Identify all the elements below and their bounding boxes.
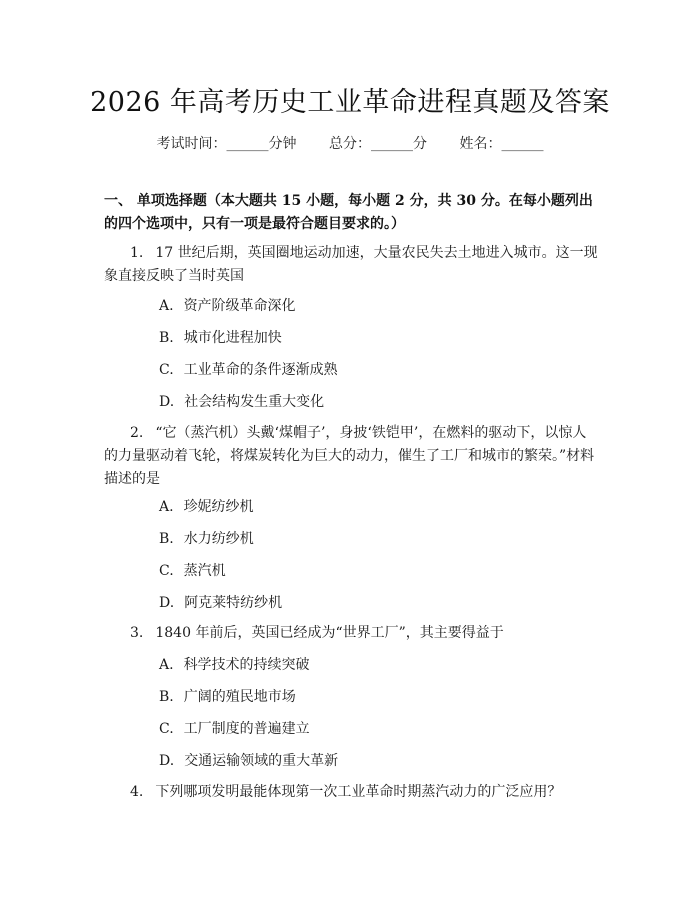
question-2 <box>104 422 599 491</box>
question-1-option-b <box>159 328 282 348</box>
option-letter: D. <box>159 394 175 410</box>
option-text: 科学技术的持续突破 <box>183 657 310 673</box>
question-1-option-c <box>159 360 338 380</box>
question-stem: 17 世纪后期，英国圈地运动加速，大量农民失去土地进入城市。这一现象直接反映了当时英国 <box>104 245 598 284</box>
option-letter: D. <box>159 753 175 769</box>
option-letter: B. <box>159 330 174 346</box>
question-4 <box>104 781 599 804</box>
question-1-option-d <box>159 392 324 412</box>
question-stem: “它（蒸汽机）头戴‘煤帽子’，身披‘铁铠甲’，在燃料的驱动下，以惊人的力量驱动着飞轮，将煤炭转化为巨大的动力，催生了工厂和城市的繁荣。”材料描述的是 <box>104 425 595 487</box>
option-text: 工厂制度的普遍建立 <box>183 721 310 737</box>
question-2-option-a <box>159 497 254 517</box>
section-heading: 一、 单项选择题（本大题共 15 小题，每小题 2 分，共 30 分。在每小题列出的四个选项中，只有一项是最符合题目要求的。） <box>104 193 593 232</box>
option-text: 广阔的殖民地市场 <box>183 689 296 705</box>
question-number: 2. <box>130 425 144 441</box>
question-3-option-d <box>159 751 338 771</box>
option-letter: C. <box>159 362 174 378</box>
option-letter: B. <box>159 531 174 547</box>
option-text: 阿克莱特纺纱机 <box>184 595 283 611</box>
exam-time-field: 考试时间：______分钟 <box>156 136 297 152</box>
option-text: 交通运输领域的重大革新 <box>184 753 339 769</box>
question-stem: 1840 年前后，英国已经成为“世界工厂”，其主要得益于 <box>155 625 504 641</box>
total-score-field: 总分：______分 <box>329 136 427 152</box>
question-number: 4. <box>130 784 144 800</box>
option-letter: B. <box>159 689 174 705</box>
option-text: 城市化进程加快 <box>183 330 282 346</box>
question-2-option-c <box>159 561 226 581</box>
option-letter: A. <box>159 298 174 314</box>
option-letter: A. <box>159 499 174 515</box>
question-number: 3. <box>130 625 144 641</box>
question-3-option-c <box>159 719 310 739</box>
question-stem: 下列哪项发明最能体现第一次工业革命时期蒸汽动力的广泛应用？ <box>155 784 562 800</box>
student-name-field: 姓名：______ <box>459 136 544 152</box>
option-text: 水力纺纱机 <box>183 531 254 547</box>
option-text: 资产阶级革命深化 <box>183 298 296 314</box>
option-text: 社会结构发生重大变化 <box>184 394 325 410</box>
option-text: 蒸汽机 <box>183 563 226 579</box>
option-text: 工业革命的条件逐渐成熟 <box>183 362 338 378</box>
option-text: 珍妮纺纱机 <box>183 499 254 515</box>
question-3-option-b <box>159 687 296 707</box>
question-1 <box>104 242 599 288</box>
question-3 <box>104 622 599 645</box>
question-1-option-a <box>159 296 296 316</box>
question-number: 1. <box>130 245 144 261</box>
option-letter: C. <box>159 721 174 737</box>
option-letter: D. <box>159 595 175 611</box>
option-letter: A. <box>159 657 174 673</box>
question-2-option-d <box>159 593 282 613</box>
option-letter: C. <box>159 563 174 579</box>
question-2-option-b <box>159 529 254 549</box>
question-3-option-a <box>159 655 310 675</box>
exam-info-line <box>0 133 700 153</box>
page-title: 2026 年高考历史工业革命进程真题及答案 <box>90 87 610 118</box>
